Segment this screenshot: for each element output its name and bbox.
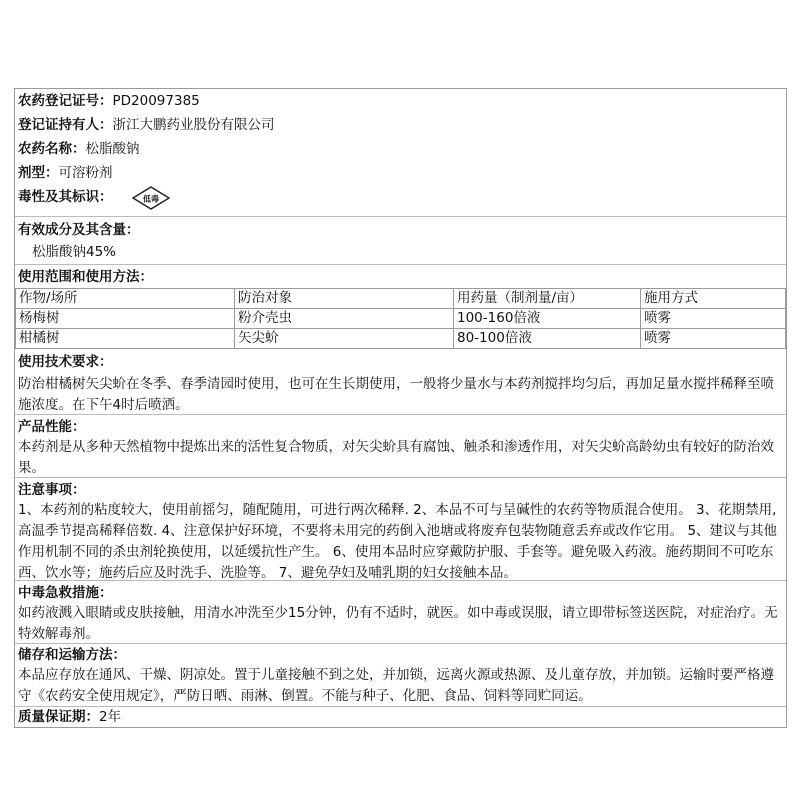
first-aid-text: 如药液溅入眼睛或皮肤接触，用清水冲洗至少15分钟，仍有不适时，就医。如中毒或误服，请立即带标签送医院，对症治疗。无特效解毒剂。 [18,605,778,642]
warranty-row [18,707,121,727]
separator [15,264,786,265]
registration-number-value: PD20097385 [112,93,200,109]
warranty-value: 2年 [99,709,122,725]
separator [15,216,786,217]
usage-heading: 使用范围和使用方法： [18,269,153,285]
separator [15,477,786,478]
holder-row [18,115,275,135]
performance-heading: 产品性能： [18,419,86,435]
formulation-label: 剂型： [18,165,59,181]
table-row [16,309,786,329]
table-row [16,329,786,349]
table-header-cell: 防治对象 [235,289,454,309]
toxicity-badge-text: 低毒 [143,194,159,204]
tech-heading: 使用技术要求： [18,354,113,370]
registration-number-label: 农药登记证号： [18,93,113,109]
toxicity-label: 毒性及其标识： [18,189,113,205]
performance-text: 本药剂是从多种天然植物中提炼出来的活性复合物质，对矢尖蚧具有腐蚀、触杀和渗透作用，对矢尖蚧高龄幼虫有较好的防治效果。 [18,439,774,476]
table-header-row [16,289,786,309]
storage-text: 本品应存放在通风、干燥、阴凉处。置于儿童接触不到之处，并加锁，远离火源或热源、及儿童存放，并加锁。运输时要严格遵守《农药安全使用规定》，严防日晒、雨淋、倒置。不能与种子、化肥、食品、饲料等同贮同运。 [18,667,774,704]
holder-value: 浙江大鹏药业股份有限公司 [112,117,275,133]
table-cell: 喷雾 [641,329,786,349]
table-cell: 喷雾 [641,309,786,329]
holder-label: 登记证持有人： [18,117,113,133]
low-toxicity-diamond-icon [132,186,170,210]
pesticide-name-value: 松脂酸钠 [85,141,140,157]
pesticide-name-row [18,139,140,159]
table-cell: 100-160倍液 [454,309,641,329]
first-aid-heading: 中毒急救措施： [18,585,113,601]
ingredient-value: 松脂酸钠45% [32,244,117,260]
storage-heading: 储存和运输方法： [18,647,126,663]
table-cell: 粉介壳虫 [235,309,454,329]
table-cell: 矢尖蚧 [235,329,454,349]
table-header-cell: 作物/场所 [16,289,235,309]
separator [15,580,786,581]
table-header-cell: 施用方式 [641,289,786,309]
notes-text: 1、本药剂的粘度较大，使用前摇匀，随配随用，可进行两次稀释. 2、本品不可与呈碱性的农药等物质混合使用。 3、花期禁用,高温季节提高稀释倍数. 4、注意保护好环境，不要将未用完的药倒入池塘或将废弃包装物随意丢弃或改作它用。 5、建议与其他作用机制不同的杀虫剂轮换使用，以延缓抗性产生。 6、使用本品时应穿戴防护服、手套等。避免吸入药液。施药期间不可吃东西、饮水等；施药后应及时洗手、洗脸等。 7、避免孕妇及哺乳期的妇女接触本品。 [18,502,778,581]
warranty-label: 质量保证期： [18,709,99,725]
tech-text: 防治柑橘树矢尖蚧在冬季、春季清园时使用，也可在生长期使用，一般将少量水与本药剂搅拌均匀后，再加足量水搅拌稀释至喷施浓度。在下午4时后喷洒。 [18,376,774,413]
pesticide-name-label: 农药名称： [18,141,86,157]
notes-heading: 注意事项： [18,482,86,498]
separator [15,706,786,707]
formulation-value: 可溶粉剂 [58,165,113,181]
toxicity-row [18,187,113,207]
table-cell: 杨梅树 [16,309,235,329]
separator [15,414,786,415]
table-header-cell: 用药量（制剂量/亩） [454,289,641,309]
table-cell: 柑橘树 [16,329,235,349]
ingredient-heading: 有效成分及其含量： [18,222,140,238]
table-cell: 80-100倍液 [454,329,641,349]
registration-number-row [18,91,200,111]
usage-table [15,288,786,349]
formulation-row [18,163,113,183]
separator [15,643,786,644]
